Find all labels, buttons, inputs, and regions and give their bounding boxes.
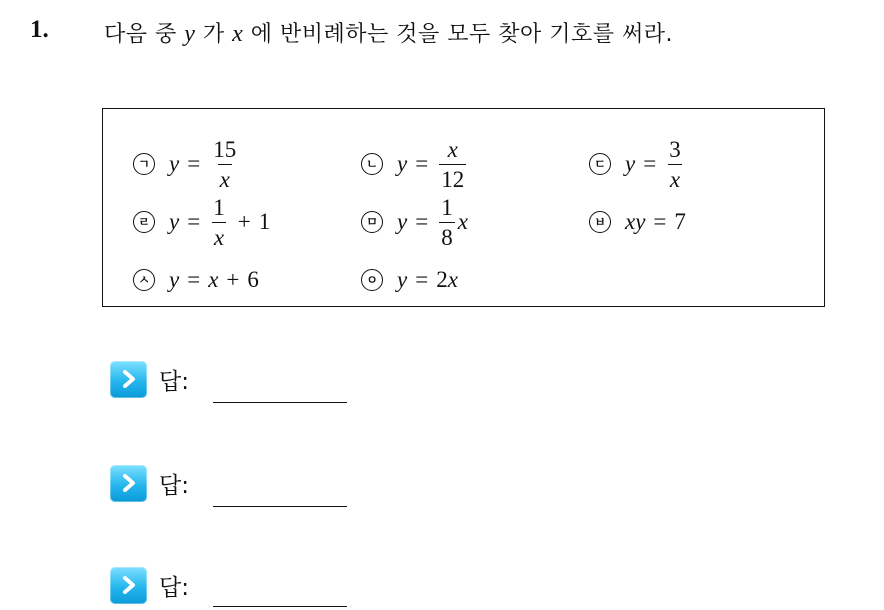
variable-x: x: [232, 21, 244, 47]
answer-blank[interactable]: [213, 506, 347, 507]
answer-blank[interactable]: [213, 402, 347, 403]
eq-lhs: y: [169, 267, 180, 292]
eq-variable: x: [447, 267, 458, 292]
choice-ieung: [361, 250, 458, 310]
answer-row: [110, 565, 189, 605]
fraction: [667, 138, 683, 191]
fraction-denominator: x: [668, 164, 682, 191]
eq-coefficient: 2: [436, 267, 448, 292]
eq-operator: =: [415, 151, 429, 176]
choice-marker: ㄷ: [589, 153, 611, 175]
eq-operator: =: [187, 267, 201, 292]
eq-lhs: y: [169, 151, 180, 176]
choice-rieul: [133, 192, 270, 252]
answer-row: [110, 463, 189, 503]
eq-lhs: y: [169, 209, 180, 234]
question-text-part: 에 반비례하는 것을 모두 찾아 기호를 써라.: [243, 22, 674, 47]
question-text-part: 가: [195, 22, 233, 47]
choice-marker: ㅂ: [589, 211, 611, 233]
fraction: [439, 196, 455, 249]
equation: [397, 267, 458, 293]
question-text-part: 다음 중: [104, 22, 185, 47]
fraction-denominator: 8: [439, 222, 455, 249]
fraction: [439, 138, 466, 191]
variable-y: y: [184, 21, 196, 47]
question-text: [104, 17, 673, 48]
eq-variable: x: [208, 267, 219, 292]
eq-constant: 1: [258, 209, 271, 234]
choice-bieup: [589, 192, 686, 252]
eq-rhs: 7: [674, 209, 686, 234]
question-number: 1.: [30, 16, 49, 43]
equation: [169, 138, 241, 191]
answer-blank[interactable]: [213, 606, 347, 607]
chevron-right-icon: [110, 465, 147, 502]
eq-lhs: y: [397, 267, 408, 292]
eq-operator: =: [415, 209, 429, 234]
eq-lhs: y: [397, 151, 408, 176]
choice-giyeok: [133, 134, 241, 194]
choice-mieum: [361, 192, 468, 252]
fraction: [211, 138, 238, 191]
eq-variable: x: [457, 209, 468, 234]
chevron-right-icon: [110, 567, 147, 604]
fraction-numerator: 1: [213, 194, 225, 220]
equation: [397, 196, 468, 249]
eq-lhs: y: [397, 209, 408, 234]
eq-operator: =: [643, 151, 657, 176]
answer-row: [110, 359, 189, 399]
fraction-denominator: 12: [439, 164, 466, 191]
equation: [169, 196, 270, 249]
fraction-numerator: 15: [213, 136, 237, 162]
eq-operator: =: [415, 267, 429, 292]
fraction-numerator: x: [447, 136, 458, 162]
choice-marker: ㅇ: [361, 269, 383, 291]
eq-constant: 6: [247, 267, 259, 292]
choice-nieun: [361, 134, 469, 194]
choice-marker: ㄹ: [133, 211, 155, 233]
eq-operator: =: [187, 209, 201, 234]
eq-plus: +: [226, 267, 240, 292]
equation: [397, 138, 469, 191]
eq-lhs: y: [625, 151, 636, 176]
answer-label: 답:: [159, 472, 189, 499]
answer-label: 답:: [159, 368, 189, 395]
eq-operator: =: [653, 209, 667, 234]
fraction: [211, 196, 227, 249]
eq-lhs: xy: [625, 209, 646, 234]
fraction-numerator: 3: [669, 136, 681, 162]
choice-marker: ㅁ: [361, 211, 383, 233]
choice-marker: ㅅ: [133, 269, 155, 291]
fraction-denominator: x: [218, 164, 232, 191]
equation: [169, 267, 259, 293]
answer-label: 답:: [159, 574, 189, 601]
choice-digeut: [589, 134, 686, 194]
choice-marker: ㄱ: [133, 153, 155, 175]
choice-siot: [133, 250, 259, 310]
fraction-numerator: 1: [441, 194, 453, 220]
eq-operator: =: [187, 151, 201, 176]
choices-box: [102, 108, 825, 307]
choice-marker: ㄴ: [361, 153, 383, 175]
equation: [625, 209, 686, 235]
eq-plus: +: [237, 209, 251, 234]
chevron-right-icon: [110, 361, 147, 398]
equation: [625, 138, 686, 191]
fraction-denominator: x: [212, 222, 226, 249]
